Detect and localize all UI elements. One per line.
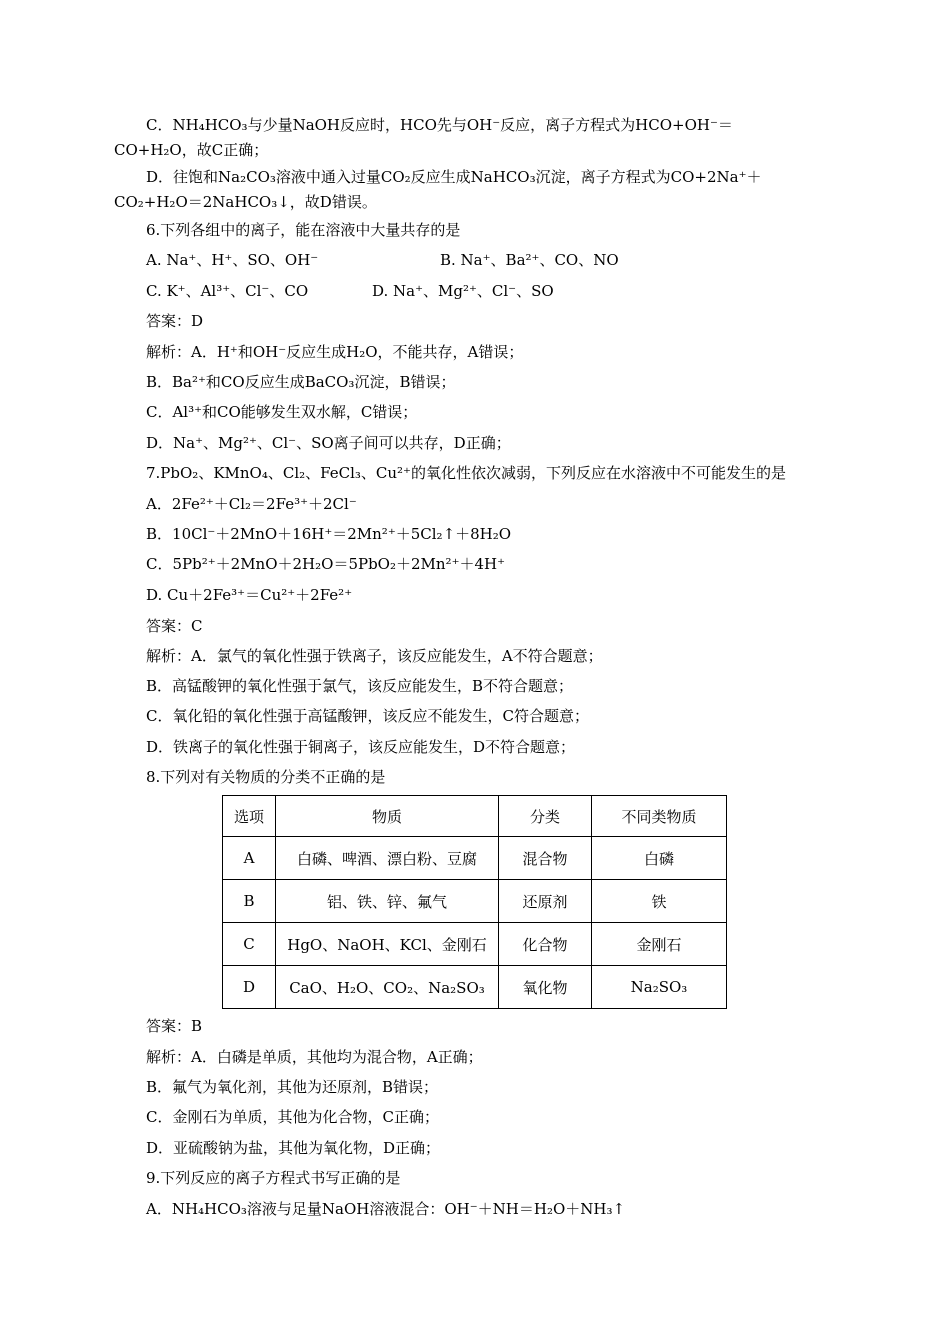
text-line: C．NH₄HCO₃与少量NaOH反应时，HCO先与OH⁻反应，离子方程式为HCO+OH⁻＝ <box>146 116 733 134</box>
text-line: 答案：C <box>146 617 203 635</box>
text-line: 解析：A．氯气的氧化性强于铁离子，该反应能发生，A不符合题意； <box>146 647 603 665</box>
text-line: C. K⁺、Al³⁺、Cl⁻、CO <box>146 282 309 300</box>
text-line: C．氧化铅的氧化性强于高锰酸钾，该反应不能发生，C符合题意； <box>146 707 589 725</box>
table-cell: D <box>223 966 276 1009</box>
table-cell: C <box>223 923 276 966</box>
table-cell: 铝、铁、锌、氟气 <box>276 880 499 923</box>
text-line: C．金刚石为单质，其他为化合物，C正确； <box>146 1108 439 1126</box>
table-cell: Na₂SO₃ <box>592 966 727 1009</box>
text-line: 7.PbO₂、KMnO₄、Cl₂、FeCl₃、Cu²⁺的氧化性依次减弱，下列反应在水溶液中不可能发生的是 <box>146 464 786 482</box>
table-row <box>223 966 727 1009</box>
table-cell: 混合物 <box>499 837 592 880</box>
text-line: D．Na⁺、Mg²⁺、Cl⁻、SO离子间可以共存，D正确； <box>146 434 511 452</box>
text-line: 答案：B <box>146 1017 203 1035</box>
table-cell: B <box>223 880 276 923</box>
table-cell: 还原剂 <box>499 880 592 923</box>
classification-table <box>222 795 727 1009</box>
text-line: A. Na⁺、H⁺、SO、OH⁻ <box>146 251 319 269</box>
table-header-cell: 分类 <box>499 796 592 837</box>
text-line: 9.下列反应的离子方程式书写正确的是 <box>146 1169 401 1187</box>
text-line: CO+H₂O，故C正确； <box>114 141 269 159</box>
table-row <box>223 880 727 923</box>
text-line: 答案：D <box>146 312 204 330</box>
text-line: 解析：A．H⁺和OH⁻反应生成H₂O，不能共存，A错误； <box>146 343 524 361</box>
text-line: D．往饱和Na₂CO₃溶液中通入过量CO₂反应生成NaHCO₃沉淀，离子方程式为CO+2Na⁺＋ <box>146 168 762 186</box>
table-header-cell: 不同类物质 <box>592 796 727 837</box>
text-line: 6.下列各组中的离子，能在溶液中大量共存的是 <box>146 221 461 239</box>
text-line: D．亚硫酸钠为盐，其他为氧化物，D正确； <box>146 1139 441 1157</box>
table-row <box>223 837 727 880</box>
text-line: C．Al³⁺和CO能够发生双水解，C错误； <box>146 403 418 421</box>
text-line: CO₂+H₂O＝2NaHCO₃↓，故D错误。 <box>114 193 377 211</box>
text-line: 解析：A．白磷是单质，其他均为混合物，A正确； <box>146 1048 483 1066</box>
table-cell: HgO、NaOH、KCl、金刚石 <box>276 923 499 966</box>
text-line: A．NH₄HCO₃溶液与足量NaOH溶液混合：OH⁻＋NH＝H₂O＋NH₃↑ <box>146 1200 626 1218</box>
table-row <box>223 923 727 966</box>
table-header-cell: 选项 <box>223 796 276 837</box>
table-cell: 白磷 <box>592 837 727 880</box>
text-line: B．氟气为氧化剂，其他为还原剂，B错误； <box>146 1078 439 1096</box>
text-line: D．铁离子的氧化性强于铜离子，该反应能发生，D不符合题意； <box>146 738 576 756</box>
table-header-cell: 物质 <box>276 796 499 837</box>
text-line: 8.下列对有关物质的分类不正确的是 <box>146 768 386 786</box>
text-line: A．2Fe²⁺＋Cl₂＝2Fe³⁺＋2Cl⁻ <box>146 495 357 513</box>
table-cell: 铁 <box>592 880 727 923</box>
table-cell: 化合物 <box>499 923 592 966</box>
text-line: D. Cu＋2Fe³⁺＝Cu²⁺＋2Fe²⁺ <box>146 586 353 604</box>
table-cell: 金刚石 <box>592 923 727 966</box>
table-cell: 白磷、啤酒、漂白粉、豆腐 <box>276 837 499 880</box>
table-cell: 氧化物 <box>499 966 592 1009</box>
table-cell: CaO、H₂O、CO₂、Na₂SO₃ <box>276 966 499 1009</box>
option-text: B. Na⁺、Ba²⁺、CO、NO <box>440 251 619 269</box>
text-line: B．10Cl⁻＋2MnO＋16H⁺＝2Mn²⁺＋5Cl₂↑＋8H₂O <box>146 525 512 543</box>
table-header-row <box>223 796 727 837</box>
table-cell: A <box>223 837 276 880</box>
text-line: B．高锰酸钾的氧化性强于氯气，该反应能发生，B不符合题意； <box>146 677 574 695</box>
option-text: D. Na⁺、Mg²⁺、Cl⁻、SO <box>372 282 554 300</box>
text-line: B．Ba²⁺和CO反应生成BaCO₃沉淀，B错误； <box>146 373 456 391</box>
text-line: C．5Pb²⁺＋2MnO＋2H₂O＝5PbO₂＋2Mn²⁺＋4H⁺ <box>146 555 506 573</box>
